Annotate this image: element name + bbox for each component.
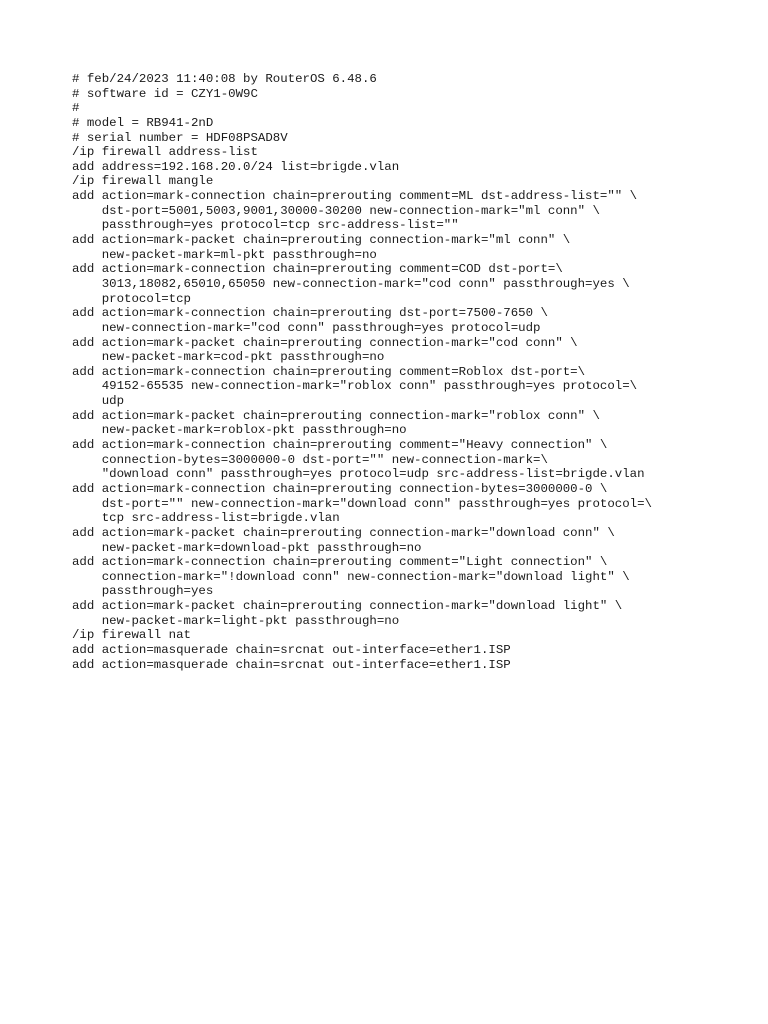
- config-line: passthrough=yes protocol=tcp src-address-list="": [72, 218, 459, 233]
- config-line: /ip firewall nat: [72, 628, 191, 643]
- config-line: new-packet-mark=ml-pkt passthrough=no: [72, 247, 377, 262]
- config-line: add action=mark-connection chain=prerouting connection-bytes=3000000-0 \: [72, 481, 608, 496]
- config-line: udp: [72, 394, 125, 409]
- config-line: dst-port=5001,5003,9001,30000-30200 new-connection-mark="ml conn" \: [72, 203, 600, 218]
- config-line: passthrough=yes: [72, 584, 214, 599]
- config-line: add action=masquerade chain=srcnat out-interface=ether1.ISP: [72, 642, 511, 657]
- config-line: add action=mark-connection chain=prerouting comment="Heavy connection" \: [72, 438, 608, 453]
- config-line: add action=mark-packet chain=prerouting connection-mark="roblox conn" \: [72, 408, 600, 423]
- config-line: add action=mark-packet chain=prerouting connection-mark="ml conn" \: [72, 233, 571, 248]
- config-line: /ip firewall address-list: [72, 145, 258, 160]
- config-line: # feb/24/2023 11:40:08 by RouterOS 6.48.6: [72, 72, 377, 86]
- config-line: new-packet-mark=light-pkt passthrough=no: [72, 613, 400, 628]
- config-line: add action=mark-packet chain=prerouting connection-mark="download conn" \: [72, 525, 615, 540]
- config-line: add address=192.168.20.0/24 list=brigde.vlan: [72, 159, 400, 174]
- config-line: add action=mark-connection chain=prerouting comment=COD dst-port=\: [72, 262, 563, 277]
- config-line: add action=mark-connection chain=prerouting dst-port=7500-7650 \: [72, 306, 548, 321]
- config-line: /ip firewall mangle: [72, 174, 214, 189]
- config-line: # software id = CZY1-0W9C: [72, 86, 258, 101]
- config-line: 49152-65535 new-connection-mark="roblox conn" passthrough=yes protocol=\: [72, 379, 638, 394]
- config-line: connection-bytes=3000000-0 dst-port="" new-connection-mark=\: [72, 452, 548, 467]
- config-line: add action=mark-packet chain=prerouting connection-mark="cod conn" \: [72, 335, 578, 350]
- config-line: new-packet-mark=cod-pkt passthrough=no: [72, 350, 385, 365]
- config-line: new-connection-mark="cod conn" passthrough=yes protocol=udp: [72, 320, 541, 335]
- router-config-text: [72, 72, 652, 672]
- config-line: tcp src-address-list=brigde.vlan: [72, 511, 340, 526]
- config-line: add action=mark-connection chain=prerouting comment=ML dst-address-list="" \: [72, 189, 638, 204]
- config-line: # serial number = HDF08PSAD8V: [72, 130, 288, 145]
- config-line: 3013,18082,65010,65050 new-connection-mark="cod conn" passthrough=yes \: [72, 276, 630, 291]
- config-line: new-packet-mark=roblox-pkt passthrough=no: [72, 423, 407, 438]
- config-line: add action=masquerade chain=srcnat out-interface=ether1.ISP: [72, 657, 511, 672]
- config-line: add action=mark-connection chain=prerouting comment="Light connection" \: [72, 555, 608, 570]
- config-line: new-packet-mark=download-pkt passthrough=no: [72, 540, 422, 555]
- config-line: # model = RB941-2nD: [72, 115, 214, 130]
- config-line: connection-mark="!download conn" new-connection-mark="download light" \: [72, 569, 630, 584]
- config-line: #: [72, 101, 80, 116]
- config-line: add action=mark-connection chain=prerouting comment=Roblox dst-port=\: [72, 364, 586, 379]
- config-line: protocol=tcp: [72, 291, 191, 306]
- config-line: add action=mark-packet chain=prerouting connection-mark="download light" \: [72, 599, 623, 614]
- config-line: "download conn" passthrough=yes protocol=udp src-address-list=brigde.vlan: [72, 467, 645, 482]
- config-line: dst-port="" new-connection-mark="download conn" passthrough=yes protocol=\: [72, 496, 652, 511]
